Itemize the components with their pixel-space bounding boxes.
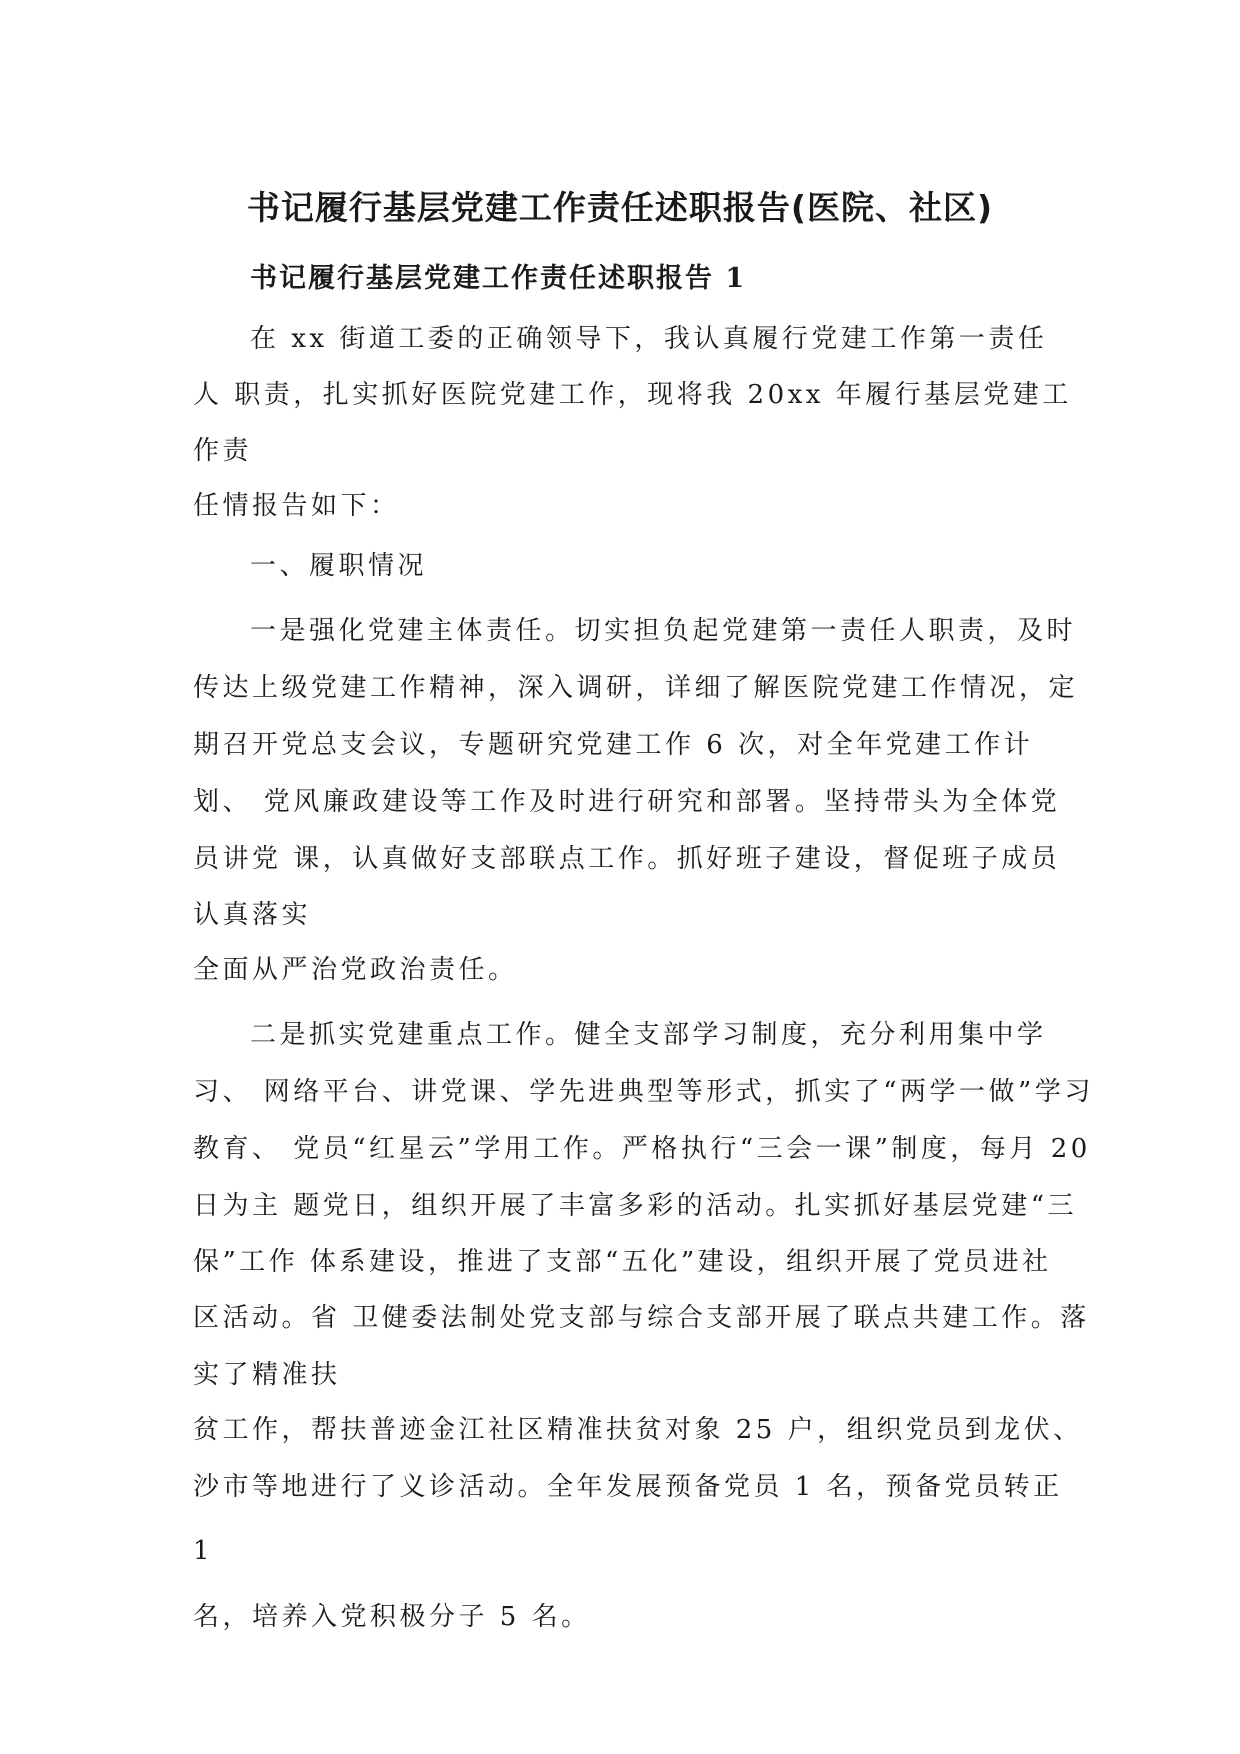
section-heading: 一、履职情况 xyxy=(250,551,428,581)
paragraph-line: 保”工作 体系建设，推进了支部“五化”建设，组织开展了党员进社 xyxy=(193,1247,1052,1277)
document-title: 书记履行基层党建工作责任述职报告(医院、社区) xyxy=(246,188,994,227)
continuation-line: 名，培养入党积极分子 5 名。 xyxy=(193,1602,591,1632)
paragraph-line: 实了精准扶 xyxy=(193,1360,341,1390)
paragraph-line: 习、 网络平台、讲党课、学先进典型等形式，抓实了“两学一做”学习 xyxy=(193,1077,1094,1107)
document-subtitle: 书记履行基层党建工作责任述职报告 1 xyxy=(250,263,747,294)
page-number: 1 xyxy=(193,1536,210,1566)
paragraph-line: 全面从严治党政治责任。 xyxy=(193,955,518,985)
paragraph-line: 认真落实 xyxy=(193,900,312,930)
paragraph-line: 区活动。省 卫健委法制处党支部与综合支部开展了联点共建工作。落 xyxy=(193,1303,1090,1333)
paragraph-line: 日为主 题党日，组织开展了丰富多彩的活动。扎实抓好基层党建“三 xyxy=(193,1191,1078,1221)
intro-line: 人 职责，扎实抓好医院党建工作，现将我 20xx 年履行基层党建工 xyxy=(193,380,1072,410)
paragraph-line: 教育、 党员“红星云”学用工作。严格执行“三会一课”制度，每月 20 xyxy=(193,1134,1091,1164)
paragraph-line: 员讲党 课，认真做好支部联点工作。抓好班子建设，督促班子成员 xyxy=(193,844,1061,874)
paragraph-line: 期召开党总支会议，专题研究党建工作 6 次，对全年党建工作计 xyxy=(193,730,1034,760)
intro-line: 作责 xyxy=(193,436,253,466)
paragraph-line: 贫工作，帮扶普迹金江社区精准扶贫对象 25 户，组织党员到龙伏、 xyxy=(193,1415,1083,1445)
paragraph-line: 一是强化党建主体责任。切实担负起党建第一责任人职责，及时 xyxy=(250,616,1077,646)
paragraph-line: 划、 党风廉政建设等工作及时进行研究和部署。坚持带头为全体党 xyxy=(193,787,1061,817)
intro-line: 任情报告如下： xyxy=(193,491,400,521)
paragraph-line: 二是抓实党建重点工作。健全支部学习制度，充分利用集中学 xyxy=(250,1020,1047,1050)
paragraph-line: 沙市等地进行了义诊活动。全年发展预备党员 1 名，预备党员转正 xyxy=(193,1472,1063,1502)
paragraph-line: 传达上级党建工作精神，深入调研，详细了解医院党建工作情况，定 xyxy=(193,673,1079,703)
intro-line: 在 xx 街道工委的正确领导下，我认真履行党建工作第一责任 xyxy=(250,324,1048,354)
